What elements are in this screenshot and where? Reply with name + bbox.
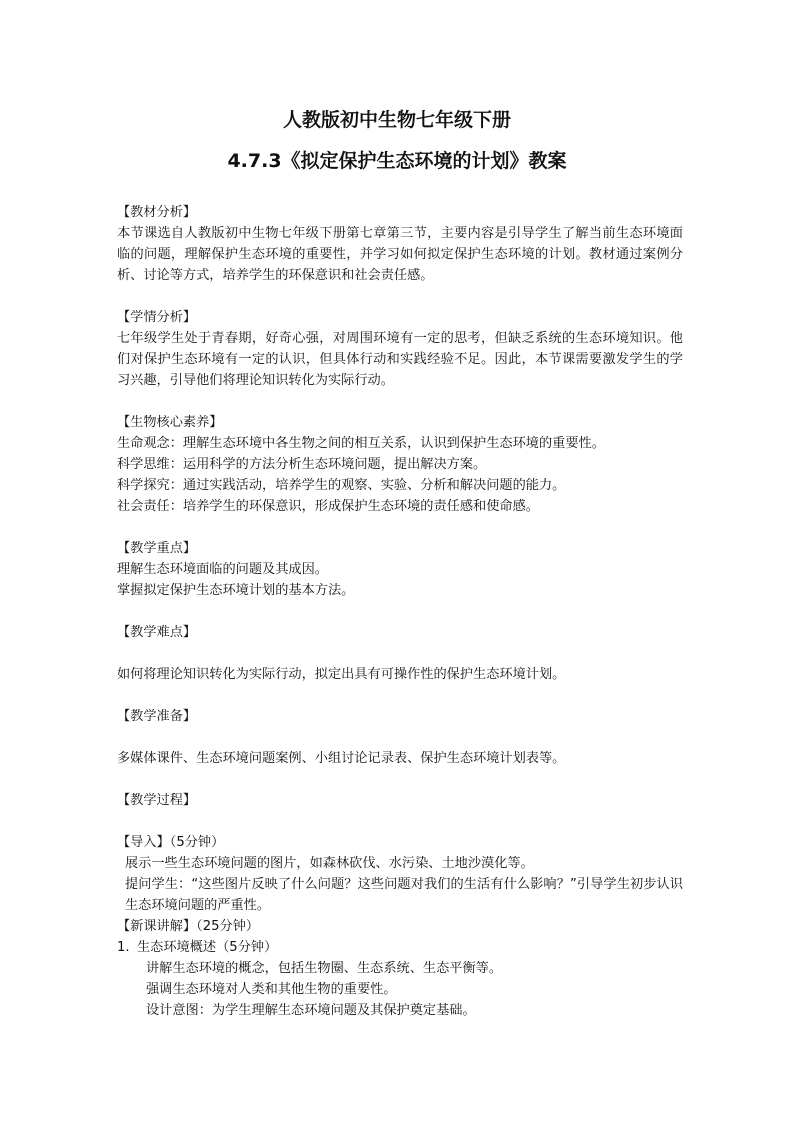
- list-item-line: 设计意图：为学生理解生态环境问题及其保护奠定基础。: [146, 1003, 476, 1018]
- list-item-title: 生态环境概述（5分钟）: [137, 940, 278, 955]
- section-heading-key-points: 【教学重点】: [117, 541, 197, 556]
- section-heading-difficulties: 【教学难点】: [117, 625, 197, 640]
- list-item-line: 强调生态环境对人类和其他生物的重要性。: [146, 982, 397, 997]
- literacy-item: 科学思维：运用科学的方法分析生态环境问题，提出解决方案。: [117, 457, 487, 472]
- key-point-item: 理解生态环境面临的问题及其成因。: [117, 562, 328, 577]
- document-title: 人教版初中生物七年级下册: [282, 109, 511, 131]
- literacy-item: 科学探究：通过实践活动，培养学生的观察、实验、分析和解决问题的能力。: [117, 478, 566, 493]
- list-item-1: [117, 937, 683, 958]
- section-heading-students: 【学情分析】: [117, 310, 197, 325]
- subsection-heading-intro: 【导入】（5分钟）: [117, 835, 225, 850]
- section-body-textbook: 本节课选自人教版初中生物七年级下册第七章第三节，主要内容是引导学生了解当前生态环境面临的问题，理解保护生态环境的重要性，并学习如何拟定保护生态环境的计划。教材通过案例分析、讨论等方式，培养学生的环保意识和社会责任感。: [117, 226, 683, 283]
- section-heading-textbook: 【教材分析】: [117, 205, 197, 220]
- section-heading-literacy: 【生物核心素养】: [117, 415, 223, 430]
- document-body: [117, 202, 683, 1021]
- section-body-students: 七年级学生处于青春期，好奇心强，对周围环境有一定的思考，但缺乏系统的生态环境知识。他们对保护生态环境有一定的认识，但具体行动和实践经验不足。因此，本节课需要激发学生的学习兴趣，引导他们将理论知识转化为实际行动。: [117, 331, 683, 388]
- intro-line: 展示一些生态环境问题的图片，如森林砍伐、水污染、土地沙漠化等。: [125, 856, 534, 871]
- key-point-item: 掌握拟定保护生态环境计划的基本方法。: [117, 583, 355, 598]
- literacy-item: 社会责任：培养学生的环保意识，形成保护生态环境的责任感和使命感。: [117, 499, 539, 514]
- intro-line: 提问学生：“这些图片反映了什么问题？这些问题对我们的生活有什么影响？”引导学生初步认识生态环境问题的严重性。: [125, 877, 683, 913]
- subsection-heading-new-lesson: 【新课讲解】（25分钟）: [117, 919, 260, 934]
- list-item-line: 讲解生态环境的概念，包括生物圈、生态系统、生态平衡等。: [146, 961, 503, 976]
- section-body-preparation: 多媒体课件、生态环境问题案例、小组讨论记录表、保护生态环境计划表等。: [117, 751, 566, 766]
- section-heading-preparation: 【教学准备】: [117, 709, 197, 724]
- list-item-number: 1.: [117, 940, 130, 955]
- document-subtitle: 4.7.3《拟定保护生态环境的计划》教案: [227, 150, 567, 172]
- section-body-difficulties: 如何将理论知识转化为实际行动，拟定出具有可操作性的保护生态环境计划。: [117, 667, 566, 682]
- section-heading-process: 【教学过程】: [117, 793, 197, 808]
- literacy-item: 生命观念：理解生态环境中各生物之间的相互关系，认识到保护生态环境的重要性。: [117, 436, 605, 451]
